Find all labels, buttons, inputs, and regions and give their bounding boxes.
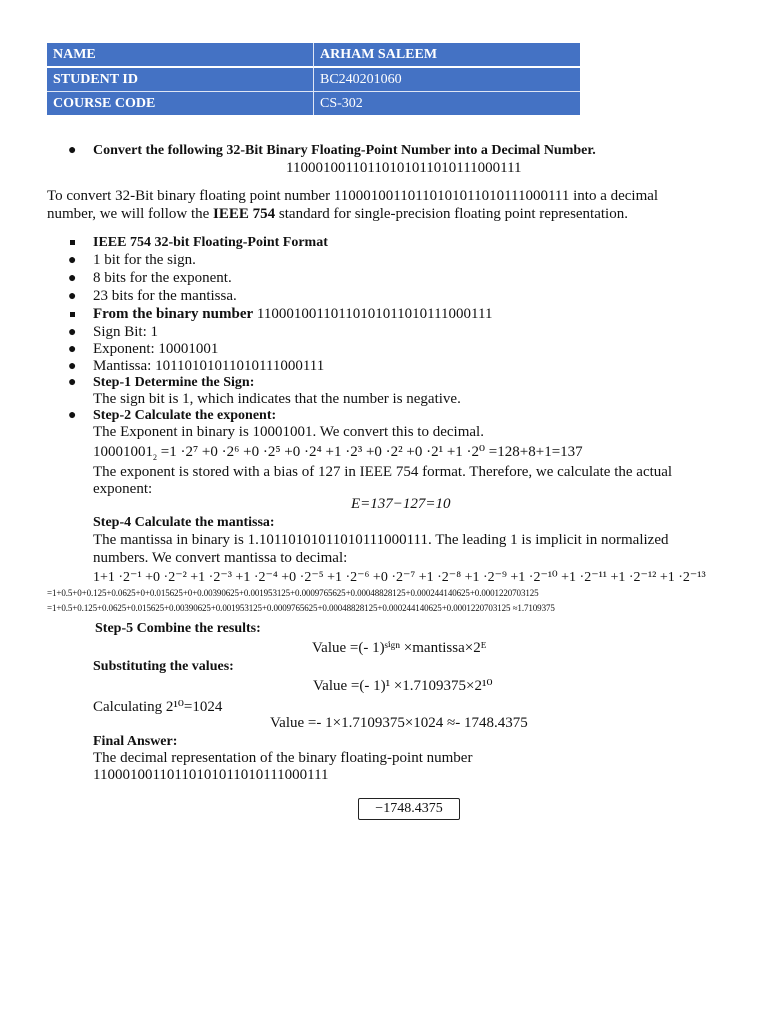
table-row (47, 43, 580, 68)
exponent-bits: Exponent: 10001001 (93, 341, 219, 357)
step5-heading: Step-5 Combine the results: (95, 621, 261, 636)
bullet-icon: ● (68, 271, 77, 286)
bullet-icon: ● (68, 359, 77, 374)
step4-heading: Step-4 Calculate the mantissa: (93, 515, 275, 530)
intro-binary: 11000100110110101011010111000111 (333, 188, 570, 204)
bullet-icon: ● (68, 325, 77, 340)
calculating-equation: 2¹⁰=1024 (165, 699, 223, 715)
bias-text-1: The exponent is stored with a bias of 127 in IEEE 754 format. Therefore, we calculate the actual (93, 464, 673, 480)
ieee-standard: IEEE 754 (213, 206, 276, 222)
from-binary-label: From the binary number (93, 306, 254, 322)
sign-bit: Sign Bit: 1 (93, 324, 159, 340)
intro-line-1 (47, 188, 658, 205)
mantissa-expand-1: =1+0.5+0+0.125+0.0625+0+0.015625+0+0.00390625+0.001953125+0.0009765625+0.00048828125+0.000244140625+0.0001220703125 (47, 588, 539, 598)
substitution-heading: Substituting the values: (93, 659, 234, 674)
final-text: The decimal representation of the binary floating-point number (93, 750, 473, 766)
intro-line-2 (47, 206, 628, 223)
format-heading: IEEE 754 32-bit Floating-Point Format (93, 235, 328, 250)
square-bullet-icon (70, 312, 75, 317)
list-item: 23 bits for the mantissa. (93, 288, 237, 304)
value-formula: Value =(- 1)ˢⁱᵍⁿ ×mantissa×2ᴱ (312, 640, 487, 656)
course-code-label: COURSE CODE (47, 92, 314, 115)
final-answer-box: −1748.4375 (358, 798, 460, 820)
step2-text: The Exponent in binary is 10001001. We convert this to decimal. (93, 424, 484, 440)
student-id-value: BC240201060 (314, 68, 580, 92)
calculating-label: Calculating (93, 699, 163, 715)
calculating-line (93, 699, 222, 716)
value-equation: Value =- 1×1.7109375×1024 ≈- 1748.4375 (270, 715, 528, 731)
base-subscript: 2 (153, 453, 157, 462)
question-text: Convert the following 32-Bit Binary Floating-Point Number into a Decimal Number. (93, 143, 596, 158)
mantissa-value: 1.10110101011010111000111 (247, 532, 428, 548)
square-bullet-icon (70, 240, 75, 245)
name-label: NAME (47, 43, 314, 68)
final-heading: Final Answer: (93, 734, 178, 749)
list-item: 8 bits for the exponent. (93, 270, 232, 286)
bias-text-2: exponent: (93, 481, 153, 497)
student-id-label: STUDENT ID (47, 68, 314, 92)
mantissa-text: The mantissa in binary is (93, 532, 244, 548)
bullet-icon: ● (68, 375, 77, 390)
mantissa-text: . The leading 1 is implicit in normalized (427, 532, 669, 548)
mantissa-sum: 1+1 ·2⁻¹ +0 ·2⁻² +1 ·2⁻³ +1 ·2⁻⁴ +0 ·2⁻⁵ +1 ·2⁻⁶ +0 ·2⁻⁷ +1 ·2⁻⁸ +1 ·2⁻⁹ +1 ·2⁻¹⁰ +1 ·2⁻¹¹ +1 ·2⁻¹² +1 ·2⁻¹³ (93, 570, 706, 585)
name-value: ARHAM SALEEM (314, 43, 580, 68)
mantissa-expand-2: =1+0.5+0.125+0.0625+0.015625+0.00390625+0.001953125+0.0009765625+0.00048828125+0.000244140625+0.0001220703125 ≈1.7109375 (47, 603, 555, 613)
bullet-icon: ● (68, 342, 77, 357)
bullet-icon: ● (68, 143, 77, 158)
intro-text: number, we will follow the (47, 206, 210, 222)
bias-equation: E=137−127=10 (351, 496, 451, 512)
bullet-icon: ● (68, 408, 77, 423)
course-code-value: CS-302 (320, 95, 363, 111)
step1-text: The sign bit is 1, which indicates that the number is negative. (93, 391, 461, 407)
intro-text: To convert 32-Bit binary floating point number (47, 188, 331, 204)
bullet-icon: ● (68, 289, 77, 304)
exponent-lhs: 10001001 (93, 444, 153, 460)
intro-text: into a decimal (573, 188, 659, 204)
mantissa-line-1 (93, 532, 669, 549)
substitution-equation: Value =(- 1)¹ ×1.7109375×2¹⁰ (313, 678, 493, 694)
step1-heading: Step-1 Determine the Sign: (93, 375, 255, 390)
student-info-table (47, 43, 580, 115)
from-binary-line (93, 306, 492, 323)
from-binary-value: 11000100110110101011010111000111 (256, 306, 493, 322)
question-binary: 11000100110110101011010111000111 (286, 160, 522, 176)
bullet-icon: ● (68, 253, 77, 268)
exponent-terms: =1 ·2⁷ +0 ·2⁶ +0 ·2⁵ +0 ·2⁴ +1 ·2³ +0 ·2² +0 ·2¹ +1 ·2⁰ =128+8+1=137 (160, 444, 583, 460)
table-row (47, 68, 580, 92)
mantissa-bits: Mantissa: 10110101011010111000111 (93, 358, 325, 374)
exponent-equation (93, 442, 583, 462)
mantissa-line-2: numbers. We convert mantissa to decimal: (93, 550, 348, 566)
table-row (47, 92, 580, 115)
intro-text: standard for single-precision floating point representation. (278, 206, 628, 222)
step2-heading: Step-2 Calculate the exponent: (93, 408, 277, 423)
final-binary: 11000100110110101011010111000111 (93, 767, 329, 783)
list-item: 1 bit for the sign. (93, 252, 196, 268)
